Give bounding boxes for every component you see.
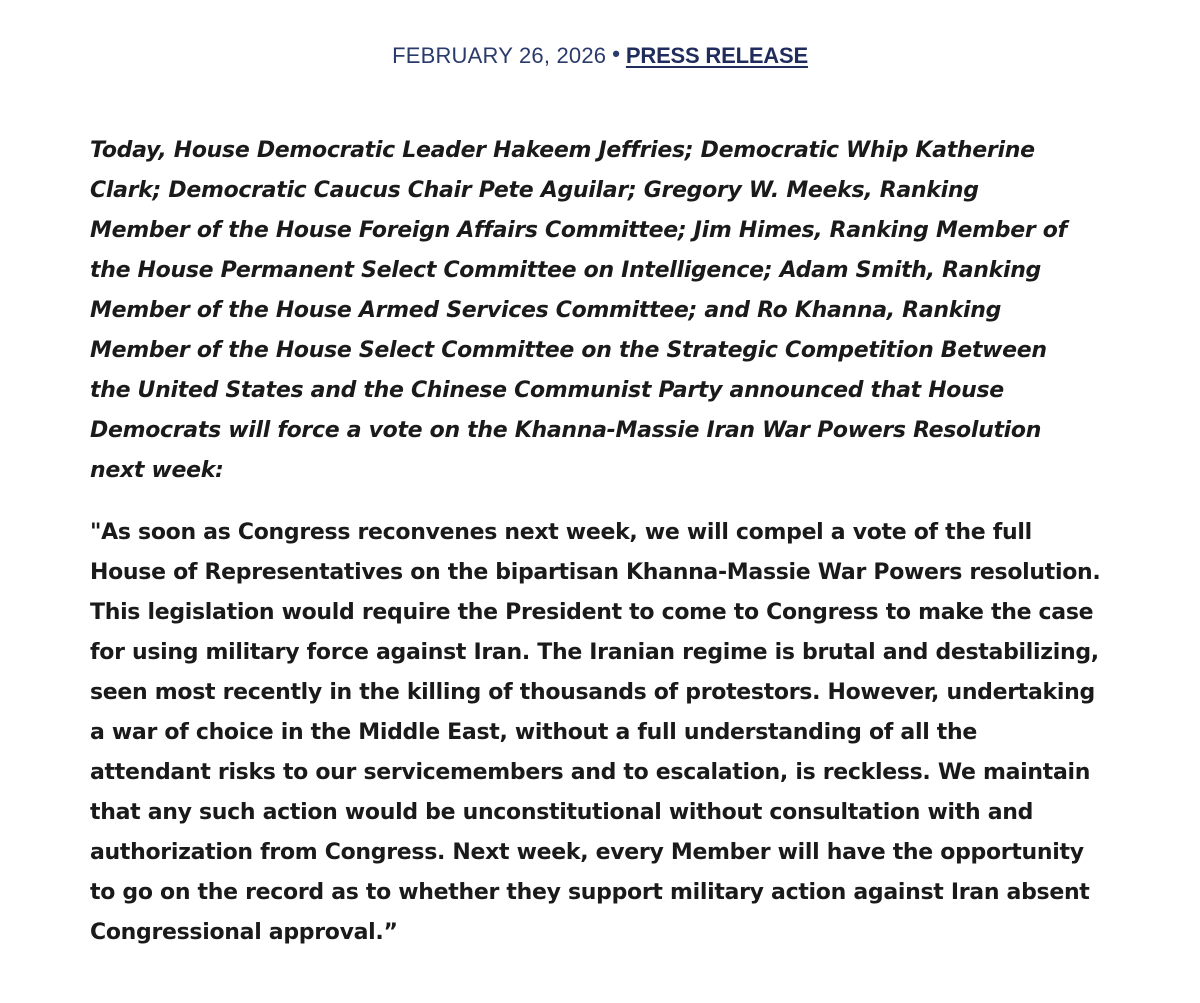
press-release-link[interactable]: PRESS RELEASE [625,43,808,68]
release-date: FEBRUARY 26, 2026 [392,43,607,68]
bullet-separator: • [612,41,620,66]
statement-quote: "As soon as Congress reconvenes next week, we will compel a vote of the full House of Representatives on the bipartisan Khanna-Massie War Powers resolution. This legislation would require the President to come to Congress to make the case for using military force against Iran. The Iranian regime is brutal and destabilizing, seen most recently in the killing of thousands of protestors. However, undertaking a war of choice in the Middle East, without a full understanding of all the attendant risks to our servicemembers and to escalation, is reckless. We maintain that any such action would be unconstitutional without consultation with and authorization from Congress. Next week, every Member will have the opportunity to go on the record as to whether they support military action against Iran absent Congressional approval.” [90,520,1101,945]
release-meta [0,40,1200,72]
intro-paragraph: Today, House Democratic Leader Hakeem Jeffries; Democratic Whip Katherine Clark; Democratic Caucus Chair Pete Aguilar; Gregory W. Meeks, Ranking Member of the House Foreign Affairs Committee; Jim Himes, Ranking Member of the House Permanent Select Committee on Intelligence; Adam Smith, Ranking Member of the House Armed Services Committee; and Ro Khanna, Ranking Member of the House Select Committee on the Strategic Competition Between the United States and the Chinese Communist Party announced that House Democrats will force a vote on the Khanna-Massie Iran War Powers Resolution next week: [90,138,1067,483]
